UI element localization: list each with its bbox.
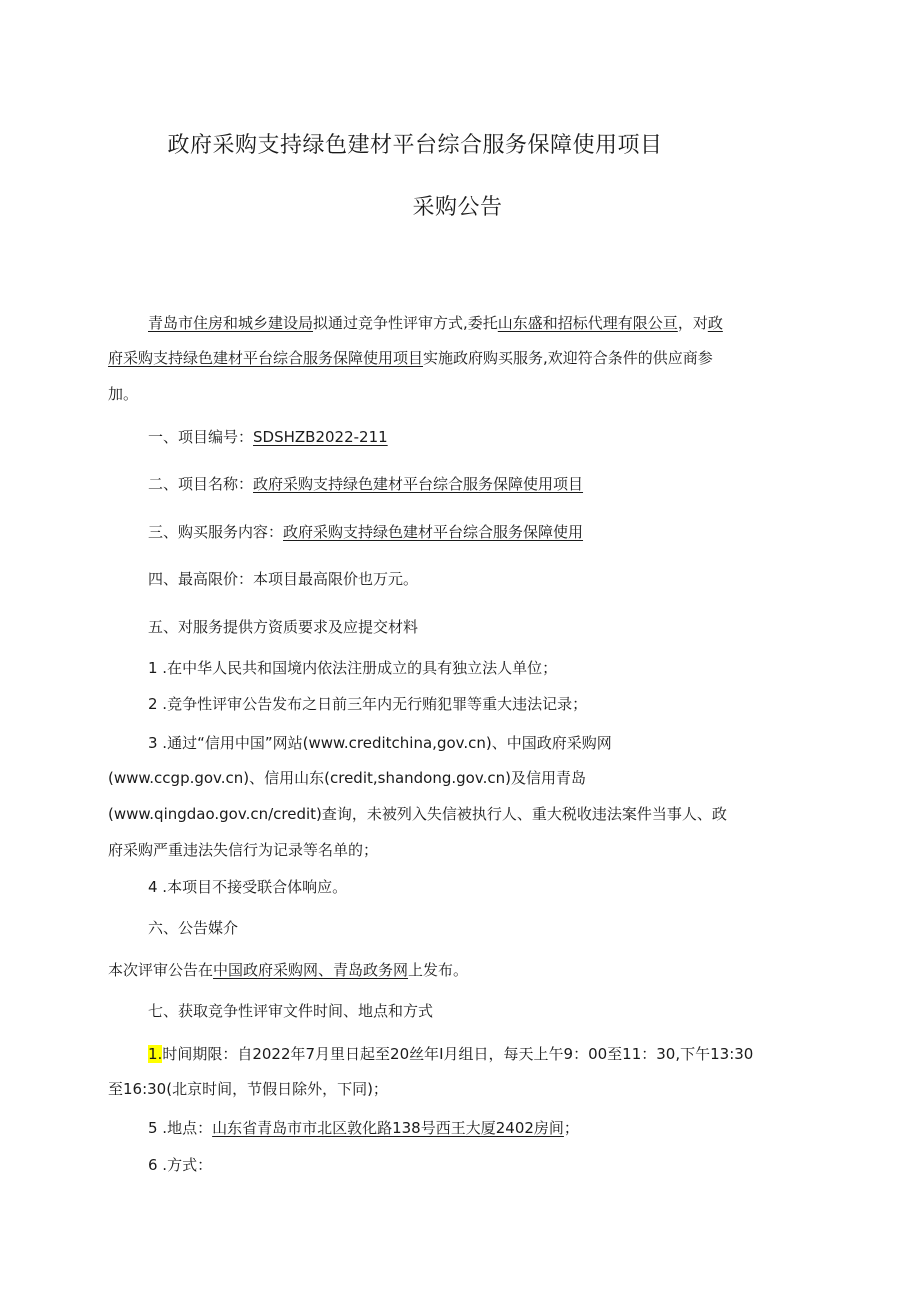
buyer-name: 青岛市住房和城乡建设局 (148, 314, 314, 332)
media-sites: 中国政府采购网、青岛政务网 (213, 961, 409, 979)
requirement-3-line3: (www.qingdao.gov.cn/credit)查询，未被列入失信被执行人、重大税收违法案件当事人、政 (108, 805, 727, 823)
service-content: 政府采购支持绿色建材平台综合服务保障使用 (283, 523, 584, 541)
intro-paragraph-line3: 加。 (108, 385, 139, 403)
requirement-4: 4 .本项目不接受联合体响应。 (148, 878, 348, 896)
section-service-content: 三、购买服务内容：政府采购支持绿色建材平台综合服务保障使用 (148, 523, 584, 541)
agent-name: 山东盛和招标代理有限公亘 (497, 314, 678, 332)
document-title: 政府采购支持绿色建材平台综合服务保障使用项目 (167, 133, 663, 158)
project-name-link: 府采购支持绿色建材平台综合服务保障使用项目 (108, 349, 424, 367)
section-project-number: 一、项目编号：SDSHZB2022-211 (148, 428, 388, 446)
section-media: 六、公告媒介 (148, 919, 239, 937)
requirement-3-line2: (www.ccgp.gov.cn)、信用山东(credit,shandong.gov.cn)及信用青岛 (108, 769, 586, 787)
section-max-price: 四、最高限价：本项目最高限价也万元。 (148, 570, 419, 588)
section-project-name: 二、项目名称：政府采购支持绿色建材平台综合服务保障使用项目 (148, 475, 584, 493)
requirement-2: 2 .竞争性评审公告发布之日前三年内无行贿犯罪等重大违法记录； (148, 695, 588, 713)
highlighted-number: 1. (148, 1045, 163, 1063)
media-paragraph: 本次评审公告在中国政府采购网、青岛政务网上发布。 (108, 961, 469, 979)
requirement-3-line1: 3 .通过“信用中国”网站(www.creditchina,gov.cn)、中国政府采购网 (148, 734, 612, 752)
location-address: 山东省青岛市市北区敦化路138号西王大厦2402房间 (212, 1119, 564, 1137)
obtain-time-line1: 1.时间期限：自2022年7月里日起至20丝年I月组日，每天上午9：00至11：30,下午13:30 (148, 1045, 754, 1063)
requirement-1: 1 .在中华人民共和国境内依法注册成立的具有独立法人单位； (148, 659, 558, 677)
obtain-location: 5 .地点：山东省青岛市市北区敦化路138号西王大厦2402房间； (148, 1119, 579, 1137)
intro-paragraph-line2: 府采购支持绿色建材平台综合服务保障使用项目实施政府购买服务,欢迎符合条件的供应商参 (108, 349, 713, 367)
intro-paragraph-line1: 青岛市住房和城乡建设局拟通过竞争性评审方式,委托山东盛和招标代理有限公亘，对政 (148, 314, 723, 332)
project-number: SDSHZB2022-211 (253, 428, 388, 446)
obtain-time-line2: 至16:30(北京时间，节假日除外，下同)； (108, 1080, 388, 1098)
section-qualifications: 五、对服务提供方资质要求及应提交材料 (148, 618, 419, 636)
document-subtitle: 采购公告 (412, 195, 503, 220)
project-name: 政府采购支持绿色建材平台综合服务保障使用项目 (253, 475, 584, 493)
section-obtain-documents: 七、获取竞争性评审文件时间、地点和方式 (148, 1002, 434, 1020)
requirement-3-line4: 府采购严重违法失信行为记录等名单的； (108, 841, 379, 859)
obtain-method: 6 .方式： (148, 1156, 213, 1174)
